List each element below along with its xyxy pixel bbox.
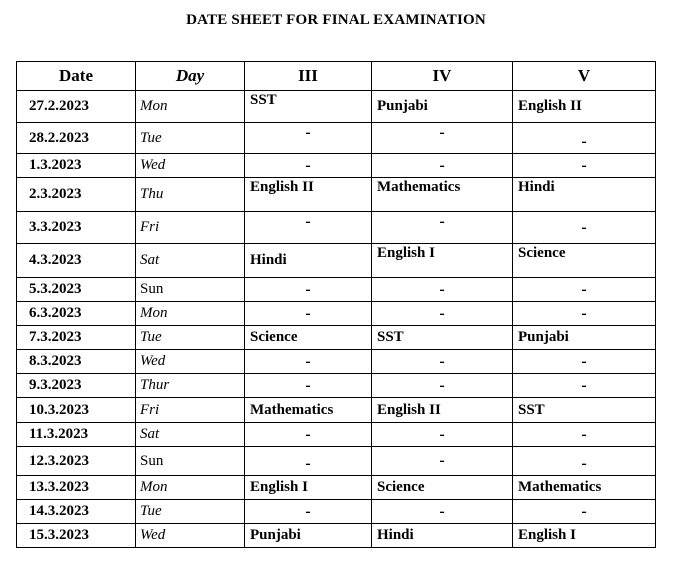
class-iii-subject: - xyxy=(245,212,372,244)
table-row xyxy=(17,398,656,423)
table-row xyxy=(17,154,656,178)
class-iv-subject: English I xyxy=(372,244,513,278)
class-iii-subject: - xyxy=(245,302,372,326)
table-row xyxy=(17,123,656,154)
date-cell: 7.3.2023 xyxy=(17,326,136,350)
class-v-subject: - xyxy=(513,212,656,244)
day-cell: Wed xyxy=(136,154,245,178)
date-cell: 4.3.2023 xyxy=(17,244,136,278)
day-cell: Tue xyxy=(136,500,245,524)
class-iii-subject: - xyxy=(245,278,372,302)
class-iii-subject: SST xyxy=(245,91,372,123)
class-iii-subject: English I xyxy=(245,476,372,500)
table-row xyxy=(17,302,656,326)
date-cell: 2.3.2023 xyxy=(17,178,136,212)
date-cell: 3.3.2023 xyxy=(17,212,136,244)
table-row xyxy=(17,524,656,548)
class-iv-subject: - xyxy=(372,500,513,524)
class-iv-subject: - xyxy=(372,447,513,476)
class-v-subject: Mathematics xyxy=(513,476,656,500)
class-iii-subject: Science xyxy=(245,326,372,350)
date-cell: 6.3.2023 xyxy=(17,302,136,326)
class-iv-subject: - xyxy=(372,154,513,178)
table-row xyxy=(17,278,656,302)
date-cell: 8.3.2023 xyxy=(17,350,136,374)
day-cell: Wed xyxy=(136,350,245,374)
date-sheet-table xyxy=(16,61,656,548)
class-iii-subject: - xyxy=(245,154,372,178)
day-cell: Sat xyxy=(136,244,245,278)
class-iv-subject: Hindi xyxy=(372,524,513,548)
class-v-subject: - xyxy=(513,447,656,476)
date-cell: 9.3.2023 xyxy=(17,374,136,398)
day-cell: Sat xyxy=(136,423,245,447)
class-iii-subject: Mathematics xyxy=(245,398,372,423)
day-cell: Sun xyxy=(136,278,245,302)
page-title: DATE SHEET FOR FINAL EXAMINATION xyxy=(186,12,486,28)
class-v-subject: - xyxy=(513,278,656,302)
class-iv-subject: - xyxy=(372,374,513,398)
class-iii-subject: - xyxy=(245,374,372,398)
date-cell: 13.3.2023 xyxy=(17,476,136,500)
class-v-subject: English I xyxy=(513,524,656,548)
date-cell: 11.3.2023 xyxy=(17,423,136,447)
table-row xyxy=(17,326,656,350)
day-cell: Mon xyxy=(136,476,245,500)
class-v-subject: Punjabi xyxy=(513,326,656,350)
class-iv-subject: - xyxy=(372,350,513,374)
table-row xyxy=(17,244,656,278)
header-class-iii: III xyxy=(245,62,372,91)
table-row xyxy=(17,423,656,447)
day-cell: Fri xyxy=(136,212,245,244)
class-v-subject: English II xyxy=(513,91,656,123)
class-iii-subject: - xyxy=(245,423,372,447)
class-iii-subject: - xyxy=(245,447,372,476)
class-iv-subject: - xyxy=(372,302,513,326)
class-iv-subject: - xyxy=(372,423,513,447)
day-cell: Tue xyxy=(136,123,245,154)
table-row xyxy=(17,500,656,524)
class-iii-subject: English II xyxy=(245,178,372,212)
day-cell: Thu xyxy=(136,178,245,212)
class-v-subject: Hindi xyxy=(513,178,656,212)
day-cell: Mon xyxy=(136,302,245,326)
class-v-subject: - xyxy=(513,350,656,374)
class-iv-subject: - xyxy=(372,278,513,302)
class-v-subject: - xyxy=(513,302,656,326)
table-row xyxy=(17,178,656,212)
class-iii-subject: - xyxy=(245,123,372,154)
day-cell: Mon xyxy=(136,91,245,123)
class-iii-subject: Punjabi xyxy=(245,524,372,548)
header-class-v: V xyxy=(513,62,656,91)
day-cell: Thur xyxy=(136,374,245,398)
date-cell: 10.3.2023 xyxy=(17,398,136,423)
day-cell: Tue xyxy=(136,326,245,350)
header-class-iv: IV xyxy=(372,62,513,91)
table-row xyxy=(17,91,656,123)
class-iii-subject: - xyxy=(245,500,372,524)
class-v-subject: SST xyxy=(513,398,656,423)
class-v-subject: - xyxy=(513,500,656,524)
class-iv-subject: Punjabi xyxy=(372,91,513,123)
table-row xyxy=(17,374,656,398)
date-cell: 1.3.2023 xyxy=(17,154,136,178)
table-row xyxy=(17,447,656,476)
day-cell: Sun xyxy=(136,447,245,476)
class-iv-subject: Mathematics xyxy=(372,178,513,212)
class-v-subject: Science xyxy=(513,244,656,278)
date-cell: 15.3.2023 xyxy=(17,524,136,548)
date-cell: 28.2.2023 xyxy=(17,123,136,154)
header-date: Date xyxy=(17,62,136,91)
day-cell: Fri xyxy=(136,398,245,423)
date-cell: 27.2.2023 xyxy=(17,91,136,123)
class-iv-subject: - xyxy=(372,123,513,154)
class-iv-subject: SST xyxy=(372,326,513,350)
class-v-subject: - xyxy=(513,154,656,178)
header-row xyxy=(17,62,656,91)
class-iv-subject: Science xyxy=(372,476,513,500)
date-cell: 12.3.2023 xyxy=(17,447,136,476)
class-iii-subject: Hindi xyxy=(245,244,372,278)
date-cell: 5.3.2023 xyxy=(17,278,136,302)
table-row xyxy=(17,350,656,374)
table-row xyxy=(17,212,656,244)
table-row xyxy=(17,476,656,500)
class-iv-subject: English II xyxy=(372,398,513,423)
class-iv-subject: - xyxy=(372,212,513,244)
class-v-subject: - xyxy=(513,123,656,154)
header-day: Day xyxy=(136,62,245,91)
class-iii-subject: - xyxy=(245,350,372,374)
day-cell: Wed xyxy=(136,524,245,548)
class-v-subject: - xyxy=(513,423,656,447)
date-cell: 14.3.2023 xyxy=(17,500,136,524)
class-v-subject: - xyxy=(513,374,656,398)
